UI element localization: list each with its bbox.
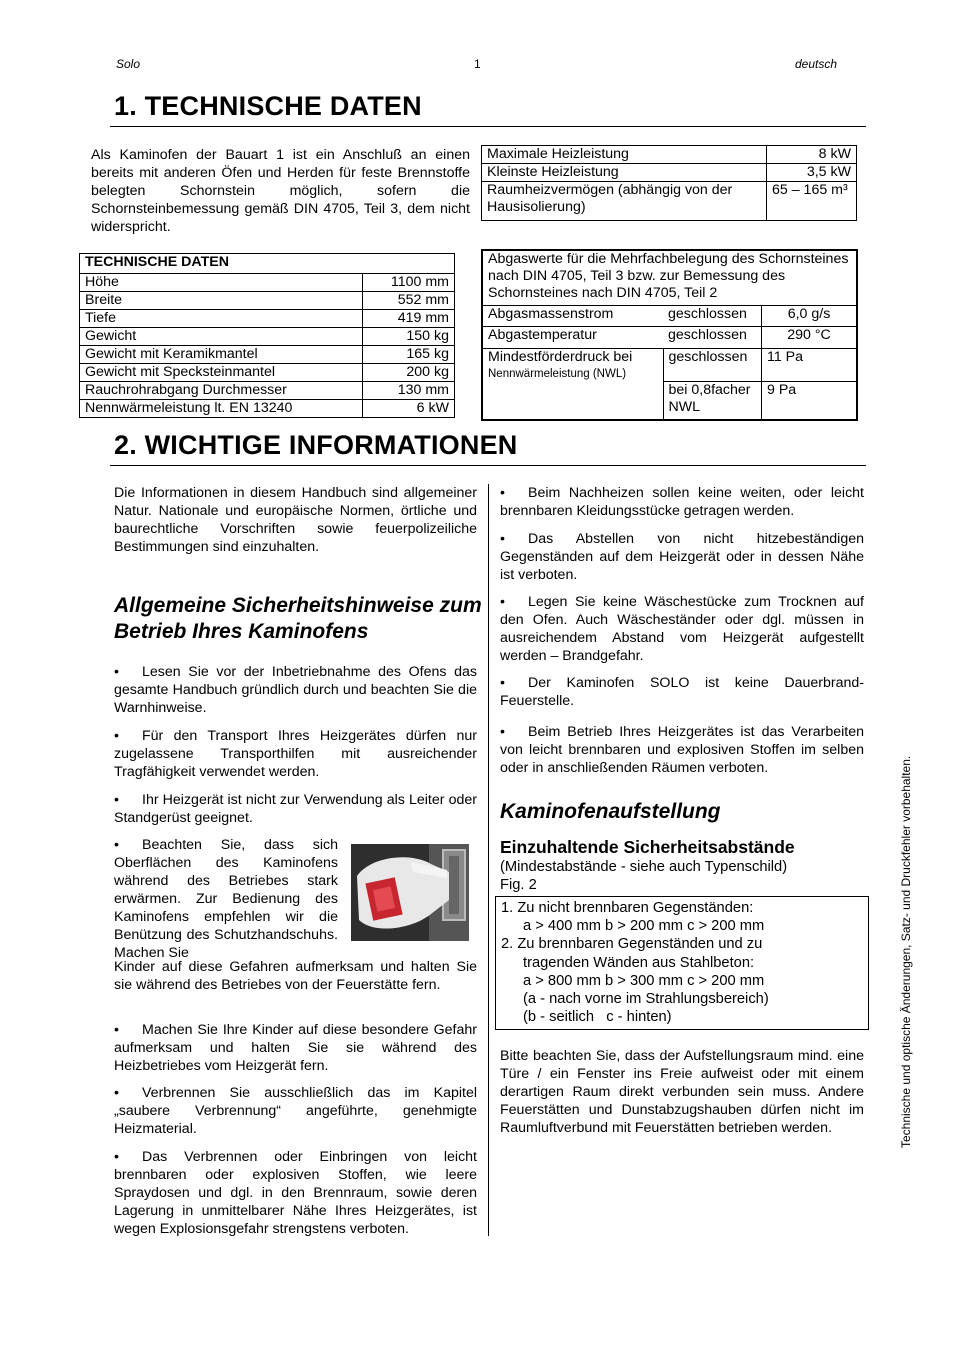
distance-subtitle: (Mindestabstände - siehe auch Typenschild) xyxy=(500,859,788,875)
tech-table-header: TECHNISCHE DATEN xyxy=(80,254,455,274)
distance-box xyxy=(495,896,869,1030)
table-row xyxy=(80,400,455,418)
exhaust-table xyxy=(481,249,858,421)
bullet-text: Beim Betrieb Ihres Heizgerätes ist das Verarbeiten von leicht brennbaren und explosiven Stoffen im selben oder in anschließenden Räumen verboten. xyxy=(500,724,864,776)
tech-value: 165 kg xyxy=(363,346,455,364)
bullet-text: Verbrennen Sie ausschließlich das im Kapitel „saubere Verbrennung“ angeführte, genehmigte Heizmaterial. xyxy=(114,1085,477,1137)
tech-value: 552 mm xyxy=(363,292,455,310)
list-item xyxy=(114,791,477,827)
exhaust-value: 9 Pa xyxy=(762,382,858,420)
list-item xyxy=(114,1084,477,1138)
tech-label: Breite xyxy=(80,292,363,310)
bullet-text: Ihr Heizgerät ist nicht zur Verwendung als Leiter oder Standgerüst geeignet. xyxy=(114,792,477,826)
figure-label: Fig. 2 xyxy=(500,877,537,893)
bullet-text: Machen Sie Ihre Kinder auf diese besondere Gefahr aufmerksam und halten Sie sie während des Heizbetriebes vom Heizgerät fern. xyxy=(114,1022,477,1074)
heat-value: 8 kW xyxy=(767,146,857,164)
bullet-dot: • xyxy=(114,792,119,808)
table-header-row xyxy=(80,254,455,274)
table-row xyxy=(80,328,455,346)
distance-line: a > 800 mm b > 300 mm c > 200 mm xyxy=(523,973,765,989)
section-1-title: 1. TECHNISCHE DATEN xyxy=(114,91,422,121)
tech-label: Gewicht xyxy=(80,328,363,346)
table-row xyxy=(482,146,857,164)
side-note: Technische und optische Änderungen, Satz- und Druckfehler vorbehalten. xyxy=(899,755,913,1148)
distance-line: a > 400 mm b > 200 mm c > 200 mm xyxy=(523,918,765,934)
tech-value: 6 kW xyxy=(363,400,455,418)
exhaust-label-cell xyxy=(482,349,663,421)
distance-line: (b - seitlich c - hinten) xyxy=(523,1009,672,1025)
section-2-intro: Die Informationen in diesem Handbuch sind allgemeiner Natur. Nationale und europäische Normen, örtliche und baurechtliche Vorschriften sowie feuerpolizeiliche Bestimmungen sind einzuhalten. xyxy=(114,485,477,555)
list-item xyxy=(114,1021,477,1075)
table-row xyxy=(482,164,857,182)
tech-data-table xyxy=(79,253,455,418)
tech-label: Nennwärmeleistung lt. EN 13240 xyxy=(80,400,363,418)
install-heading: Kaminofenaufstellung xyxy=(500,800,721,823)
list-item xyxy=(114,1148,477,1238)
table-row xyxy=(80,364,455,382)
table-row xyxy=(482,182,857,221)
exhaust-sublabel: Nennwärmeleistung (NWL) xyxy=(488,368,627,380)
table-row xyxy=(80,274,455,292)
section-2-rule xyxy=(110,465,866,466)
bullet-dot: • xyxy=(500,531,505,547)
table-row xyxy=(80,310,455,328)
bullet-dot: • xyxy=(500,675,505,691)
safety-heading: Allgemeine Sicherheitshinweise zum Betrieb Ihres Kaminofens xyxy=(114,594,482,643)
list-item xyxy=(500,723,864,777)
list-item xyxy=(114,727,477,781)
table-row xyxy=(80,346,455,364)
closing-text: Bitte beachten Sie, dass der Aufstellungsraum mind. eine Türe / ein Fenster ins Freie aufweist oder mit einem derartigen Raum direkt verbunden sein muss. Andere Feuerstätten und Dunstabzugshauben dürfen nicht im Raumluftverbund mit Feuerstätten betrieben werden. xyxy=(500,1048,864,1136)
exhaust-condition: bei 0,8facher NWL xyxy=(663,382,762,420)
tech-label: Gewicht mit Keramikmantel xyxy=(80,346,363,364)
tech-value: 130 mm xyxy=(363,382,455,400)
glove-illustration-icon xyxy=(351,844,469,941)
heat-label: Kleinste Heizleistung xyxy=(482,164,767,182)
table-row xyxy=(80,292,455,310)
list-item xyxy=(500,593,864,665)
tech-value: 419 mm xyxy=(363,310,455,328)
tech-label: Rauchrohrabgang Durchmesser xyxy=(80,382,363,400)
header-page-number: 1 xyxy=(474,57,481,71)
exhaust-table-header: Abgaswerte für die Mehrfachbelegung des Schornsteines nach DIN 4705, Teil 3 bzw. zur Bemessung des Schornsteines nach DIN 4705, Teil 2 xyxy=(482,250,857,306)
bullet-dot: • xyxy=(500,594,505,610)
bullet-dot: • xyxy=(114,1022,119,1038)
list-item-glove xyxy=(114,836,338,962)
distance-line: tragenden Wänden aus Stahlbeton: xyxy=(523,955,755,971)
bullet-text: Der Kaminofen SOLO ist keine Dauerbrand-Feuerstelle. xyxy=(500,675,864,709)
bullet-dot: • xyxy=(114,1149,119,1165)
section-1-intro: Als Kaminofen der Bauart 1 ist ein Anschluß an einen bereits mit anderen Öfen und Herden für feste Brennstoffe belegten Schornstein möglich, sofern die Schornsteinbemessung gemäß DIN 4705, Teil 3, dem nicht widerspricht. xyxy=(91,147,470,235)
exhaust-label: Mindestförderdruck bei xyxy=(488,349,633,365)
table-row xyxy=(80,382,455,400)
exhaust-value: 6,0 g/s xyxy=(762,306,858,327)
exhaust-condition: geschlossen xyxy=(663,327,762,349)
exhaust-label: Abgastemperatur xyxy=(482,327,663,349)
distance-heading: Einzuhaltende Sicherheitsabstände xyxy=(500,837,795,857)
list-item-glove-cont: Kinder auf diese Gefahren aufmerksam und halten Sie sie während des Betriebes von der Feuerstätte fern. xyxy=(114,959,477,993)
header-language: deutsch xyxy=(795,57,838,71)
section-1-rule xyxy=(110,126,866,127)
list-item xyxy=(114,663,477,717)
exhaust-value: 290 °C xyxy=(762,327,858,349)
heat-value: 65 – 165 m³ xyxy=(767,182,857,221)
bullet-dot: • xyxy=(114,664,119,680)
exhaust-condition: geschlossen xyxy=(663,349,762,382)
list-item xyxy=(500,484,864,520)
exhaust-label: Abgasmassenstrom xyxy=(482,306,663,327)
bullet-dot: • xyxy=(500,485,505,501)
heat-label: Maximale Heizleistung xyxy=(482,146,767,164)
tech-value: 1100 mm xyxy=(363,274,455,292)
heat-value: 3,5 kW xyxy=(767,164,857,182)
distance-line: (a - nach vorne im Strahlungsbereich) xyxy=(523,991,769,1007)
list-item xyxy=(500,530,864,584)
section-2-title: 2. WICHTIGE INFORMATIONEN xyxy=(114,430,518,460)
table-row xyxy=(482,349,857,382)
table-row xyxy=(482,327,857,349)
bullet-text: Beachten Sie, dass sich Oberflächen des Kaminofens während des Betriebes stark erwärmen. Zur Bedienung des Kaminofens empfehlen wir die Benützung des Schutzhandschuhs. Machen Sie xyxy=(114,837,338,961)
tech-value: 150 kg xyxy=(363,328,455,346)
tech-value: 200 kg xyxy=(363,364,455,382)
exhaust-value: 11 Pa xyxy=(762,349,858,382)
table-row xyxy=(482,306,857,327)
header-product: Solo xyxy=(116,57,141,71)
bullet-dot: • xyxy=(500,724,505,740)
bullet-text: Lesen Sie vor der Inbetriebnahme des Ofens das gesamte Handbuch gründlich durch und beachten Sie die Warnhinweise. xyxy=(114,664,477,716)
bullet-dot: • xyxy=(114,1085,119,1101)
heat-table xyxy=(481,145,857,221)
bullet-text: Für den Transport Ihres Heizgerätes dürfen nur zugelassene Transporthilfen mit ausreichender Tragfähigkeit verwendet werden. xyxy=(114,728,477,780)
table-header-row xyxy=(482,250,857,306)
bullet-text: Beim Nachheizen sollen keine weiten, oder leicht brennbaren Kleidungsstücke getragen werden. xyxy=(500,485,864,519)
bullet-dot: • xyxy=(114,837,119,853)
distance-line: 1. Zu nicht brennbaren Gegenständen: xyxy=(501,900,754,916)
tech-label: Tiefe xyxy=(80,310,363,328)
distance-line: 2. Zu brennbaren Gegenständen und zu xyxy=(501,936,763,952)
bullet-text: Das Abstellen von nicht hitzebeständigen Gegenständen auf dem Heizgerät oder in dessen Nähe ist verboten. xyxy=(500,531,864,583)
tech-label: Gewicht mit Specksteinmantel xyxy=(80,364,363,382)
bullet-text: Das Verbrennen oder Einbringen von leicht brennbaren oder explosiven Stoffen, wie leere Spraydosen und dgl. in den Brennraum, sowie deren Lagerung in unmittelbarer Nähe Ihres Heizgerätes, ist wegen Explosionsgefahr strengstens verboten. xyxy=(114,1149,477,1237)
glove-photo xyxy=(351,844,469,941)
heat-label: Raumheizvermögen (abhängig von der Hausisolierung) xyxy=(482,182,767,221)
list-item xyxy=(500,674,864,710)
tech-label: Höhe xyxy=(80,274,363,292)
bullet-dot: • xyxy=(114,728,119,744)
column-divider xyxy=(488,484,489,1236)
bullet-text: Legen Sie keine Wäschestücke zum Trocknen auf den Ofen. Auch Wäscheständer oder dgl. müssen in ausreichendem Abstand vom Heizgerät aufgestellt werden – Brandgefahr. xyxy=(500,594,864,664)
exhaust-condition: geschlossen xyxy=(663,306,762,327)
